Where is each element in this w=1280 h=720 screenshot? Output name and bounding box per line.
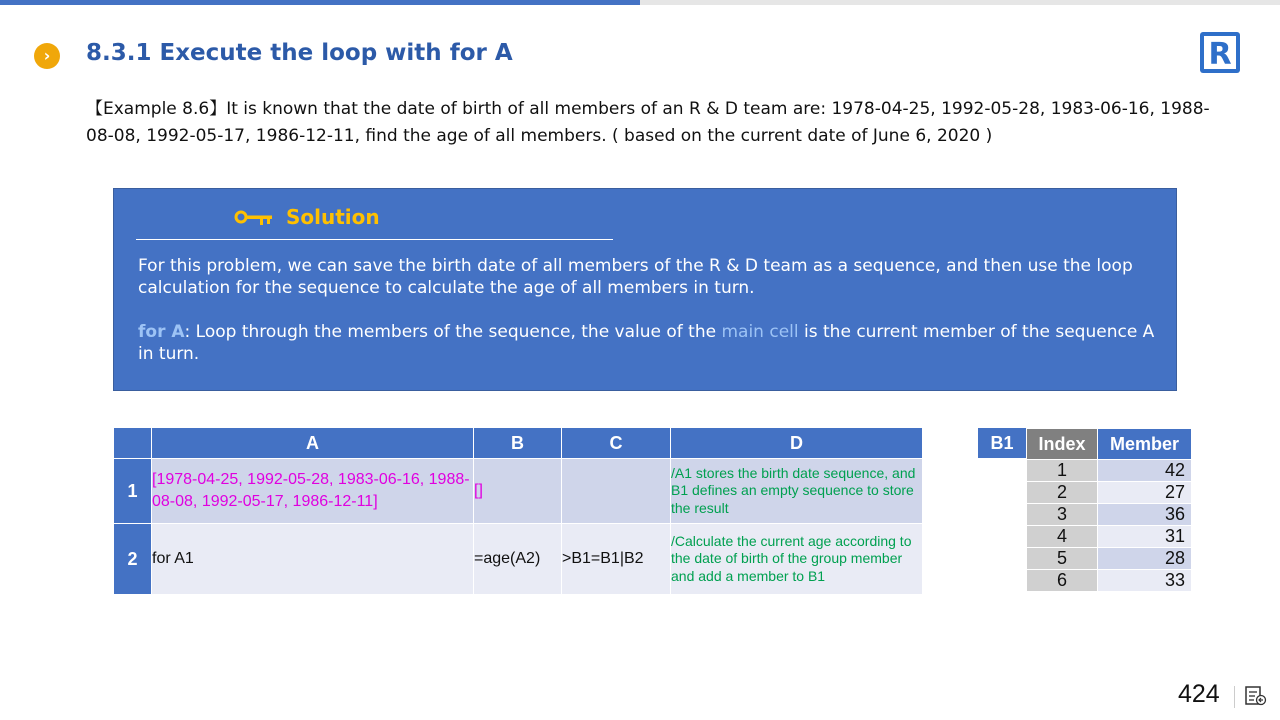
notes-icon[interactable] [1245,686,1267,706]
result-member: 27 [1098,482,1192,504]
code-grid [113,427,923,595]
example-text: 【Example 8.6】It is known that the date of birth of all members of an R & D team are: 1978-04-25, 1992-05-28, 1983-06-16, 1988-08-08, 1992-05-17, 1986-12-11, find the age of all members. ( based on the current date of June 6, 2020 ) [86,99,1210,146]
cell-c2[interactable]: >B1=B1|B2 [562,524,671,595]
footer-divider [1234,686,1235,708]
column-header-a: A [152,428,474,459]
solution-box [113,188,1177,391]
result-header-member: Member [1098,429,1192,460]
result-member: 33 [1098,570,1192,592]
table-row [1027,570,1192,592]
table-row [1027,482,1192,504]
result-member: 28 [1098,548,1192,570]
page-title: 8.3.1 Execute the loop with for A [86,40,513,66]
cell-d1[interactable]: /A1 stores the birth date sequence, and B1 defines an empty sequence to store the result [671,459,923,524]
cell-d2[interactable]: /Calculate the current age according to the date of birth of the group member and add a member to B1 [671,524,923,595]
table-row [1027,548,1192,570]
logo-letter: R [1208,37,1232,72]
cell-c1[interactable] [562,459,671,524]
solution-paragraph: For this problem, we can save the birth date of all members of the R & D team as a sequence, and then use the loop calculation for the sequence to calculate the age of all members in turn. [138,256,1133,298]
row-header-2: 2 [114,524,152,595]
progress-fill [0,0,640,5]
column-header-d: D [671,428,923,459]
result-index: 1 [1027,460,1098,482]
solution-divider [136,239,613,240]
cell-b1[interactable]: [] [474,459,562,524]
row-header-1: 1 [114,459,152,524]
table-row [1027,504,1192,526]
result-index: 6 [1027,570,1098,592]
result-member: 42 [1098,460,1192,482]
paragraph-text: : Loop through the members of the sequence, the value of the [184,322,722,342]
table-row [1027,460,1192,482]
result-index: 3 [1027,504,1098,526]
result-member: 31 [1098,526,1192,548]
logo-icon [1199,31,1241,74]
result-index: 4 [1027,526,1098,548]
page-number: 424 [1178,680,1220,708]
cell-a2[interactable]: for A1 [152,524,474,595]
term-for-a: for A [138,322,185,342]
progress-track [0,0,1280,5]
result-index: 5 [1027,548,1098,570]
result-table [1026,428,1192,592]
result-member: 36 [1098,504,1192,526]
table-row [1027,526,1192,548]
corner-header [114,428,152,459]
result-index: 2 [1027,482,1098,504]
term-main-cell: main cell [721,322,799,342]
paragraph-text: is the current member of the sequence A in turn. [138,322,1155,364]
key-icon [234,209,274,229]
solution-title: Solution [286,205,380,229]
cell-a1[interactable]: [1978-04-25, 1992-05-28, 1983-06-16, 1988-08-08, 1992-05-17, 1986-12-11] [152,459,474,524]
cell-b2[interactable]: =age(A2) [474,524,562,595]
column-header-c: C [562,428,671,459]
result-header-index: Index [1027,429,1098,460]
result-label: B1 [978,428,1026,458]
column-header-b: B [474,428,562,459]
solution-paragraph-for-a [138,321,1168,365]
chevron-right-icon: › [34,43,60,69]
